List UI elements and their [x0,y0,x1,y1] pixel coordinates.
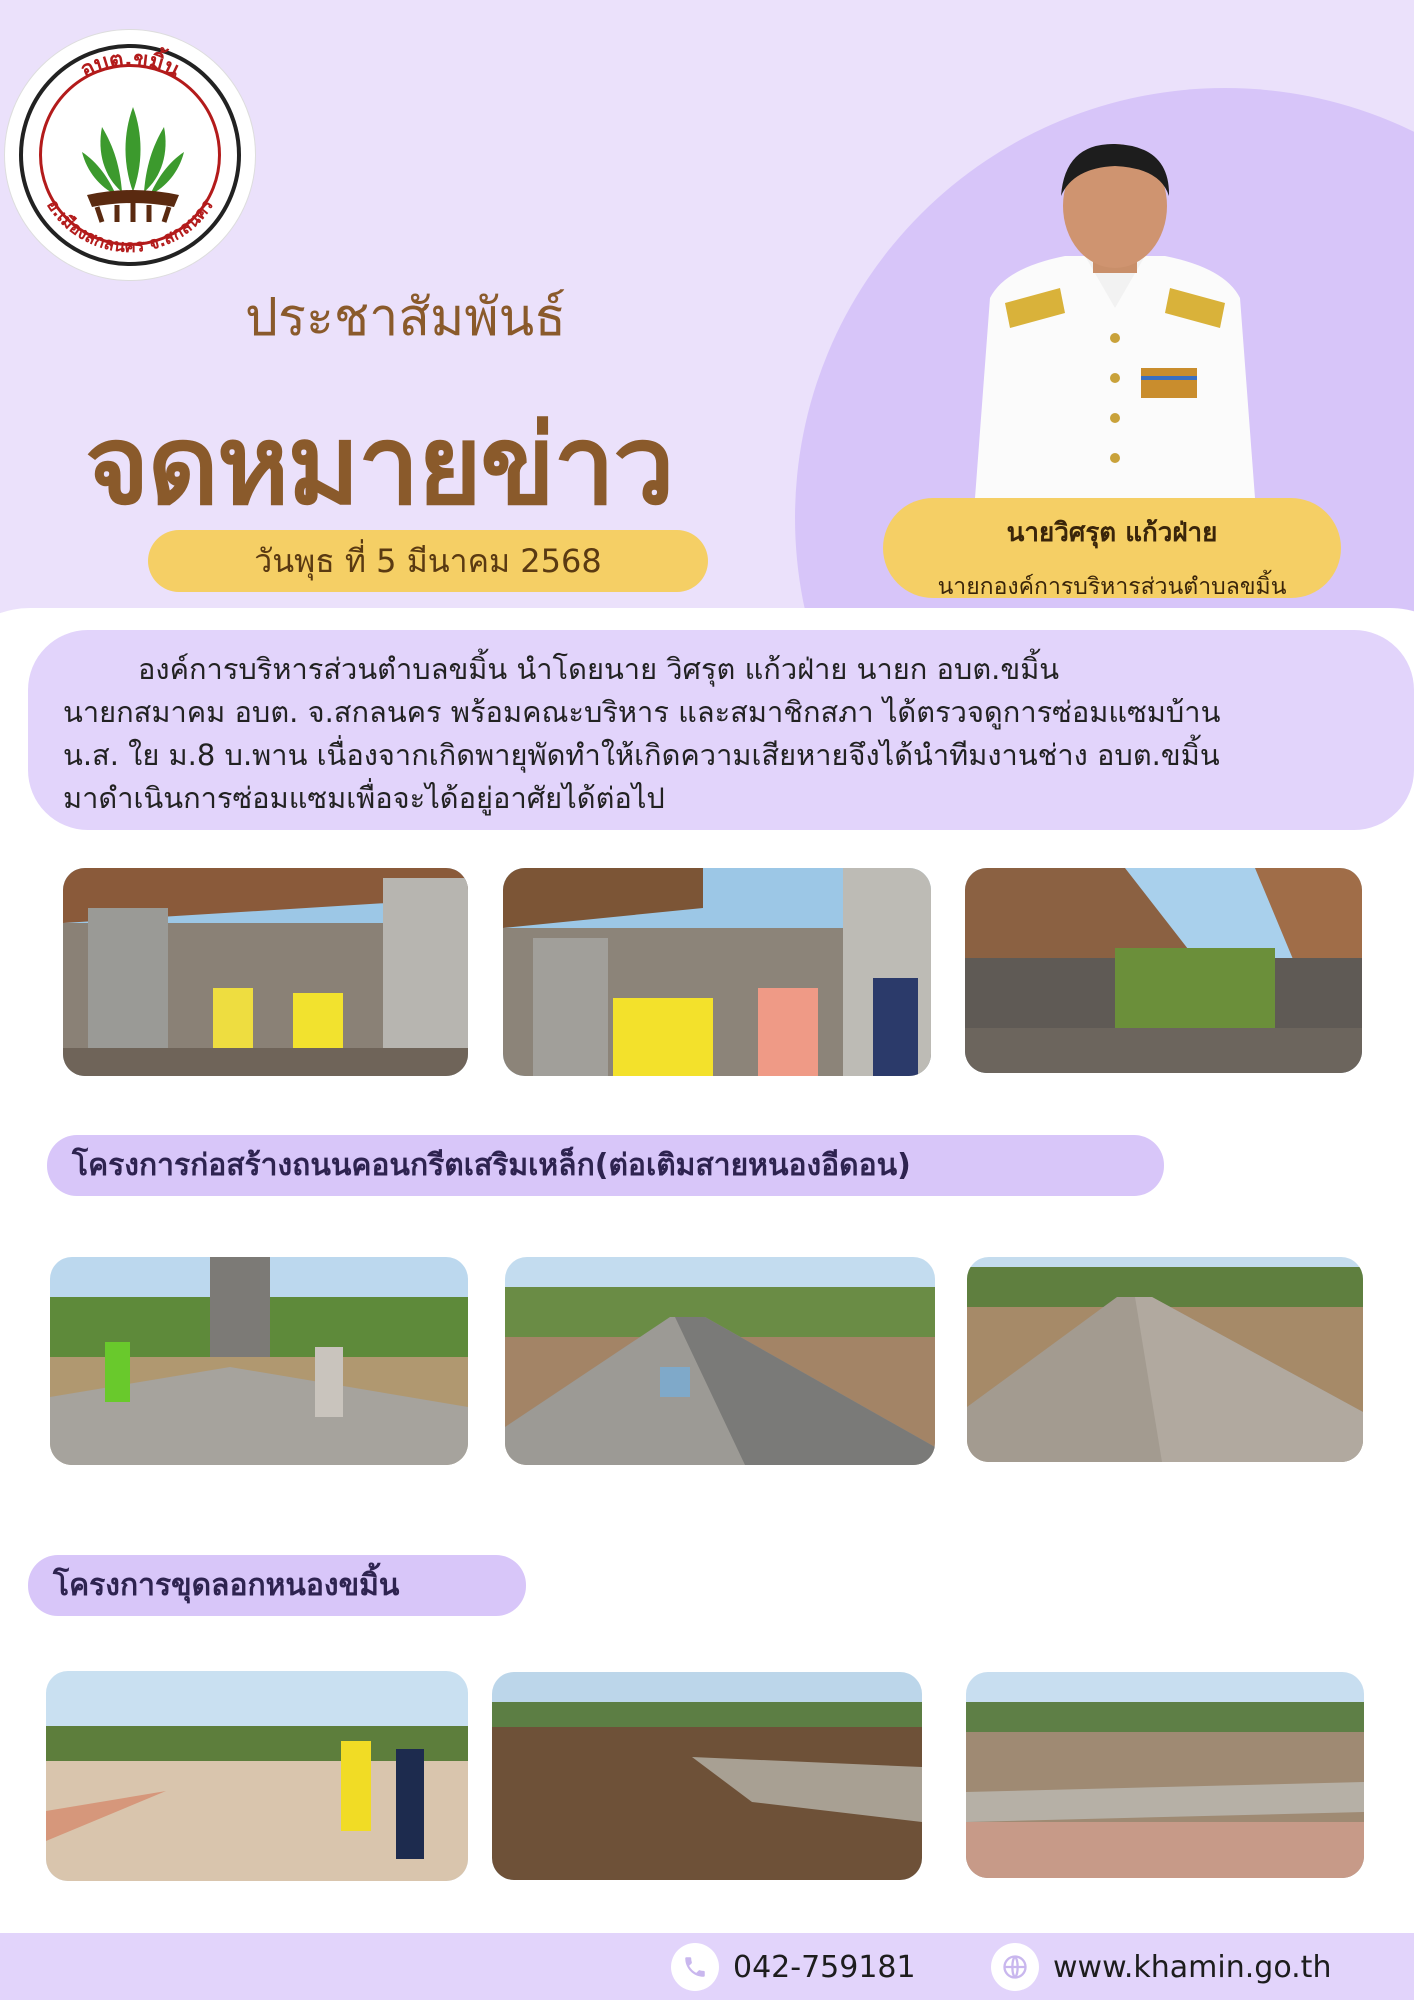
pond-photo-2 [492,1672,922,1880]
intro-line-1: องค์การบริหารส่วนตำบลขมิ้น นำโดยนาย วิศรุต แก้วฝ่าย นายก อบต.ขมิ้น [138,652,1060,686]
phone-number: 042-759181 [733,1949,916,1985]
svg-text:อ.เมืองสกลนคร จ.สกลนคร: อ.เมืองสกลนคร จ.สกลนคร [42,195,218,257]
road-photo-2 [505,1257,935,1465]
logo-lettering [11,36,249,274]
website-url: www.khamin.go.th [1053,1949,1332,1985]
road-photo-1 [50,1257,468,1465]
issue-date: วันพุธ ที่ 5 มีนาคม 2568 [148,530,708,592]
house-repair-photo-1 [63,868,468,1076]
phone-contact[interactable] [671,1943,916,1991]
website-contact[interactable] [991,1943,1331,1991]
newsletter-subtitle: ประชาสัมพันธ์ [245,288,566,348]
khamin-logo [5,30,255,280]
phone-icon [671,1943,719,1991]
official-name: นายวิศรุต แก้วฝ่าย [1006,518,1218,548]
road-photo-3 [967,1257,1363,1462]
official-portrait [965,138,1265,498]
svg-text:อบต.ขมิ้น: อบต.ขมิ้น [76,46,184,84]
intro-line-4: มาดำเนินการซ่อมแซมเพื่อจะได้อยู่อาศัยได้ต่อไป [63,781,665,815]
official-name-card [883,498,1341,598]
newsletter-title: จดหมายข่าว [85,401,673,529]
pond-project-heading: โครงการขุดลอกหนองขมิ้น [28,1555,526,1616]
house-repair-photo-2 [503,868,931,1076]
pond-photo-1 [46,1671,468,1881]
globe-icon [991,1943,1039,1991]
road-project-heading: โครงการก่อสร้างถนนคอนกรีตเสริมเหล็ก(ต่อเติมสายหนองอีดอน) [47,1135,1164,1196]
official-position: นายกองค์การบริหารส่วนตำบลขมิ้น [937,574,1287,600]
pond-photo-3 [966,1672,1364,1878]
house-repair-photo-3 [965,868,1362,1073]
intro-line-3: น.ส. ใย ม.8 บ.พาน เนื่องจากเกิดพายุพัดทำให้เกิดความเสียหายจึงได้นำทีมงานช่าง อบต.ขมิ้น [63,738,1220,772]
intro-text-box [28,630,1414,830]
intro-line-2: นายกสมาคม อบต. จ.สกลนคร พร้อมคณะบริหาร และสมาชิกสภา ได้ตรวจดูการซ่อมแซมบ้าน [63,695,1221,729]
